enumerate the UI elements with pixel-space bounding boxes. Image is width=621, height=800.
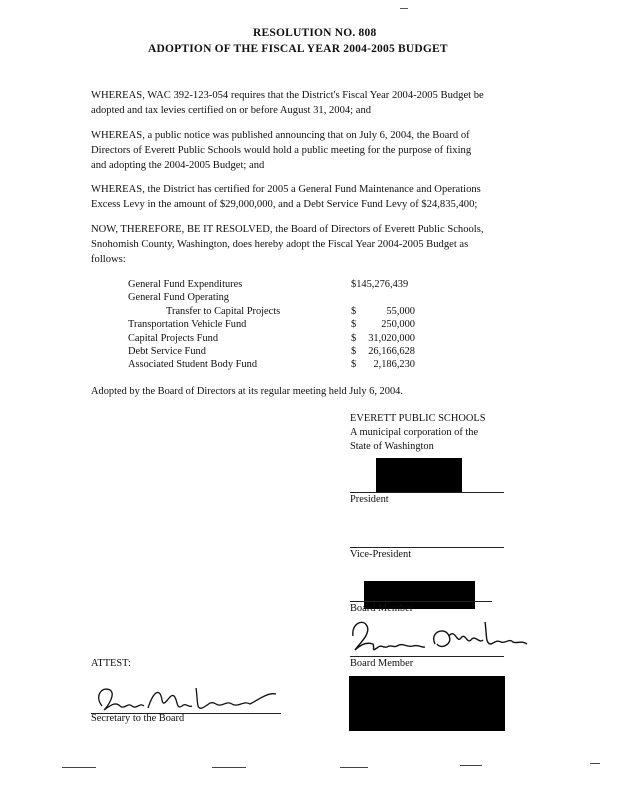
- paragraph-resolved: [91, 222, 543, 267]
- scan-mark: [212, 767, 246, 768]
- budget-label: General Fund Expenditures: [128, 279, 243, 290]
- budget-amount: 250,000: [381, 319, 415, 330]
- board-member-label: Board Member: [350, 658, 414, 669]
- vice-president-label: Vice-President: [350, 549, 412, 560]
- resolution-number: RESOLUTION NO. 808: [253, 27, 377, 39]
- budget-amount: 55,000: [386, 306, 415, 317]
- paragraph-line: Excess Levy in the amount of $29,000,000, and a Debt Service Fund Levy of $24,835,400;: [91, 199, 478, 210]
- budget-amount: 2,186,230: [373, 359, 415, 370]
- paragraph-line: WHEREAS, the District has certified for 2005 a General Fund Maintenance and Operations: [91, 184, 481, 195]
- signature-line: [350, 492, 504, 493]
- signature-line: [350, 656, 504, 657]
- paragraph-line: Directors of Everett Public Schools would hold a public meeting for the purpose of fixing: [91, 145, 472, 156]
- president-label: President: [350, 494, 389, 505]
- board-member-signature: [345, 614, 540, 659]
- signature-line: [350, 601, 492, 602]
- budget-dollar-sign: $: [351, 306, 357, 317]
- scan-mark: [400, 8, 408, 9]
- paragraph-line: WHEREAS, WAC 392-123-054 requires that the District's Fiscal Year 2004-2005 Budget be: [91, 90, 484, 101]
- scan-mark: [62, 767, 96, 768]
- paragraph-line: WHEREAS, a public notice was published announcing that on July 6, 2004, the Board of: [91, 130, 470, 141]
- paragraph-line: and adopting the 2004-2005 Budget; and: [91, 160, 265, 171]
- organization-line: State of Washington: [350, 441, 434, 452]
- paragraph-line: follows:: [91, 254, 126, 265]
- budget-label: General Fund Operating: [128, 292, 229, 303]
- budget-label: Transportation Vehicle Fund: [128, 319, 247, 330]
- paragraph-whereas-wac: [91, 88, 543, 118]
- paragraph-line: adopted and tax levies certified on or before August 31, 2004; and: [91, 105, 372, 116]
- budget-dollar-sign: $: [351, 346, 357, 357]
- scan-mark: [340, 767, 368, 768]
- organization-line: A municipal corporation of the: [350, 427, 479, 438]
- resolution-title: ADOPTION OF THE FISCAL YEAR 2004-2005 BUDGET: [148, 43, 448, 55]
- budget-label: Capital Projects Fund: [128, 333, 219, 344]
- budget-label: Debt Service Fund: [128, 346, 206, 357]
- redaction-block: [349, 676, 505, 731]
- budget-label: Associated Student Body Fund: [128, 359, 258, 370]
- budget-dollar-sign: $: [351, 359, 357, 370]
- budget-amount: 26,166,628: [368, 346, 415, 357]
- paragraph-line: NOW, THEREFORE, BE IT RESOLVED, the Board of Directors of Everett Public Schools,: [91, 224, 484, 235]
- paragraph-whereas-notice: [91, 128, 543, 173]
- budget-amount: $145,276,439: [351, 279, 409, 290]
- budget-amount: 31,020,000: [368, 333, 415, 344]
- board-member-label: Board Member: [350, 603, 414, 614]
- attest-label: ATTEST:: [91, 658, 131, 669]
- budget-dollar-sign: $: [351, 333, 357, 344]
- paragraph-line: Snohomish County, Washington, does hereby adopt the Fiscal Year 2004-2005 Budget as: [91, 239, 469, 250]
- budget-dollar-sign: $: [351, 319, 357, 330]
- scan-mark: [460, 765, 482, 766]
- organization-name: EVERETT PUBLIC SCHOOLS: [350, 413, 486, 424]
- redaction-block: [376, 458, 462, 493]
- adopted-statement: Adopted by the Board of Directors at its regular meeting held July 6, 2004.: [91, 386, 403, 397]
- paragraph-whereas-levy: [91, 182, 543, 212]
- signature-line: [350, 547, 504, 548]
- secretary-label: Secretary to the Board: [91, 713, 185, 724]
- scan-mark: [590, 763, 600, 764]
- budget-label: Transfer to Capital Projects: [166, 306, 281, 317]
